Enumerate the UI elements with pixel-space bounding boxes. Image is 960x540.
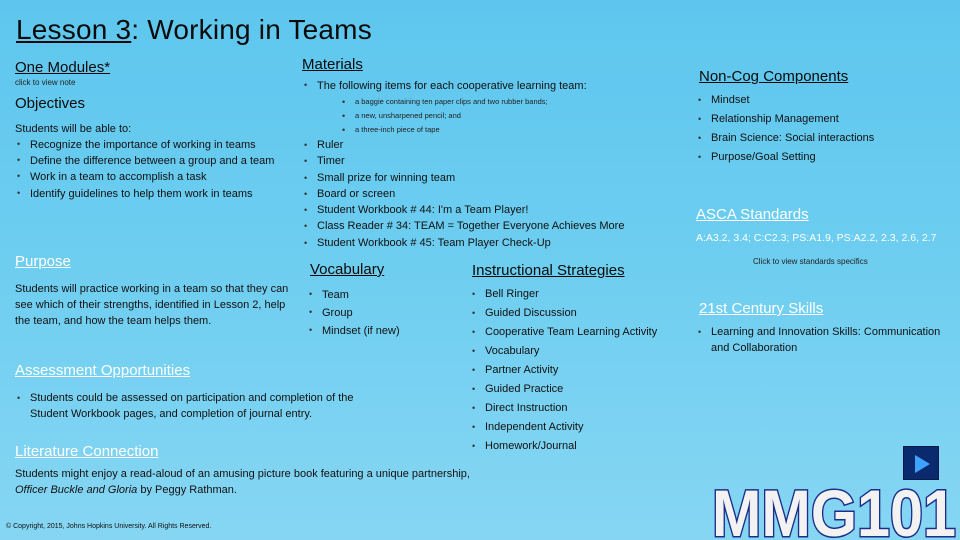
assessment-list: [15, 390, 360, 422]
list-item: • Mindset (if new): [307, 325, 400, 337]
list-item: • Team: [307, 289, 400, 301]
literature-heading[interactable]: Literature Connection: [15, 443, 159, 460]
list-item: • Mindset: [696, 91, 874, 110]
list-item: • a new, unsharpened pencil; and: [340, 111, 548, 120]
c21-heading[interactable]: 21st Century Skills: [699, 300, 824, 317]
list-item: • a three-inch piece of tape: [340, 125, 548, 134]
c21-list: [696, 324, 946, 356]
list-item: • Brain Science: Social interactions: [696, 129, 874, 148]
instructional-list: [470, 285, 657, 456]
list-item: • Students could be assessed on participation and completion of the Student Workbook pages, and completion of journal entry.: [15, 390, 360, 422]
list-item: • Small prize for winning team: [302, 170, 624, 186]
materials-heading[interactable]: Materials: [302, 56, 363, 73]
list-item: • Student Workbook # 44: I'm a Team Player!: [302, 202, 624, 218]
materials-list: [302, 137, 624, 251]
logo-text: MMG101: [712, 481, 956, 540]
list-item: • Vocabulary: [470, 342, 657, 361]
list-item: • Group: [307, 307, 400, 319]
objectives-intro: Students will be able to:: [15, 123, 132, 135]
list-item: • Partner Activity: [470, 361, 657, 380]
list-item: • Purpose/Goal Setting: [696, 148, 874, 167]
list-item: • Guided Practice: [470, 380, 657, 399]
list-item: • Guided Discussion: [470, 304, 657, 323]
list-item: • Board or screen: [302, 186, 624, 202]
page-title: Lesson 3: Working in Teams: [16, 14, 372, 45]
list-item: • Identify guidelines to help them work in teams: [15, 188, 274, 200]
list-item: • Define the difference between a group and a team: [15, 155, 274, 167]
noncog-heading[interactable]: Non-Cog Components: [699, 68, 849, 85]
materials-sublist: [340, 97, 548, 134]
noncog-list: [696, 91, 874, 167]
asca-heading[interactable]: ASCA Standards: [696, 206, 809, 223]
list-item: • Ruler: [302, 137, 624, 153]
objectives-list: [15, 139, 274, 200]
list-item: • Relationship Management: [696, 110, 874, 129]
asca-standards-text: A:A3.2, 3.4; C:C2.3; PS:A1.9, PS:A2.2, 2.3, 2.6, 2.7: [696, 232, 937, 244]
mmg101-logo: [710, 481, 960, 540]
instructional-heading[interactable]: Instructional Strategies: [472, 262, 625, 279]
book-title: Officer Buckle and Gloria: [15, 484, 138, 496]
list-item: • Learning and Innovation Skills: Communication and Collaboration: [696, 324, 946, 356]
objectives-heading: Objectives: [15, 95, 86, 112]
lesson-link[interactable]: Lesson 3: [16, 14, 132, 45]
list-item: • Recognize the importance of working in teams: [15, 139, 274, 151]
purpose-heading[interactable]: Purpose: [15, 253, 71, 270]
vocabulary-heading[interactable]: Vocabulary: [310, 261, 385, 278]
asca-standards-link[interactable]: Click to view standards specifics: [753, 257, 868, 266]
list-item: • Direct Instruction: [470, 399, 657, 418]
list-item: • Work in a team to accomplish a task: [15, 171, 274, 183]
list-item: • Cooperative Team Learning Activity: [470, 323, 657, 342]
list-item: • Student Workbook # 45: Team Player Check-Up: [302, 235, 624, 251]
list-item: • Class Reader # 34: TEAM = Together Everyone Achieves More: [302, 218, 624, 234]
list-item: • The following items for each cooperative learning team:: [302, 80, 587, 92]
play-icon: [915, 455, 930, 473]
play-button[interactable]: [903, 446, 939, 480]
assessment-heading[interactable]: Assessment Opportunities: [15, 362, 191, 379]
literature-text: Students might enjoy a read-aloud of an amusing picture book featuring a unique partnership, Officer Buckle and Gloria by Peggy Rathman.: [15, 468, 470, 496]
one-modules-note[interactable]: click to view note: [15, 78, 76, 87]
list-item: • Independent Activity: [470, 418, 657, 437]
copyright-footer: © Copyright, 2015, Johns Hopkins University. All Rights Reserved.: [6, 523, 212, 530]
list-item: • Timer: [302, 153, 624, 169]
list-item: • Bell Ringer: [470, 285, 657, 304]
list-item: • a baggie containing ten paper clips and two rubber bands;: [340, 97, 548, 106]
materials-intro-list: [302, 80, 587, 92]
list-item: • Homework/Journal: [470, 437, 657, 456]
one-modules-link[interactable]: One Modules*: [15, 59, 111, 76]
vocabulary-list: [307, 289, 400, 337]
purpose-text: Students will practice working in a team so that they can see which of their strengths, identified in Lesson 2, help the team, and how the team helps them.: [15, 283, 289, 327]
